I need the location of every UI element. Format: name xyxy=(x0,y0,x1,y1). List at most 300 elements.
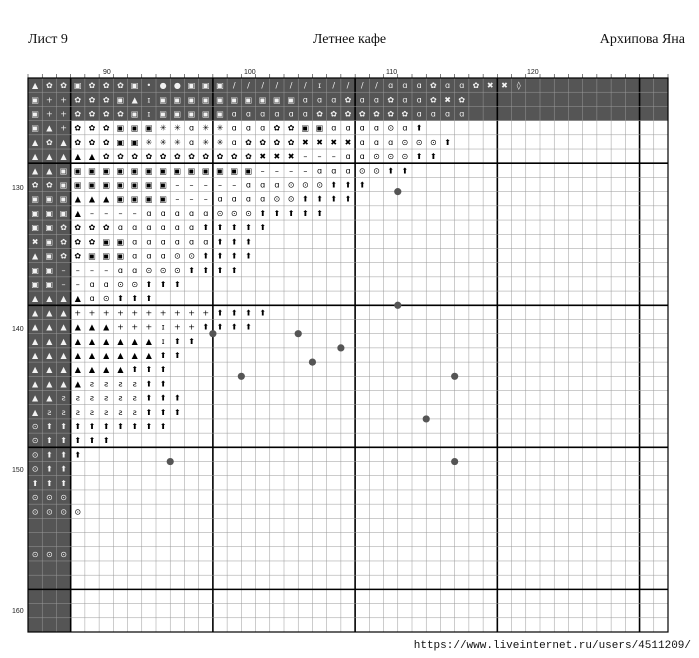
pattern-symbol: ɑ xyxy=(402,81,408,91)
pattern-symbol: ɑ xyxy=(160,251,166,261)
pattern-symbol: ▣ xyxy=(102,237,111,247)
pattern-symbol: ɑ xyxy=(189,123,195,133)
pattern-symbol: ✿ xyxy=(31,180,39,190)
pattern-symbol: ⬆ xyxy=(330,194,338,204)
pattern-symbol: ⊙ xyxy=(287,180,295,190)
pattern-symbol: ✿ xyxy=(88,137,96,147)
pattern-symbol: ƨ xyxy=(47,407,52,417)
pattern-symbol: ɑ xyxy=(117,265,123,275)
pattern-symbol: + xyxy=(173,322,181,332)
pattern-symbol: ✖ xyxy=(273,152,281,162)
pattern-symbol: ɑ xyxy=(132,237,138,247)
pattern-symbol: ✿ xyxy=(74,95,82,105)
pattern-symbol: ɑ xyxy=(146,237,152,247)
pattern-symbol: ⬆ xyxy=(159,393,167,403)
pattern-symbol: ⊙ xyxy=(31,493,39,503)
pattern-symbol: ▲ xyxy=(32,365,39,375)
pattern-symbol: ▲ xyxy=(88,365,96,375)
pattern-symbol: ɑ xyxy=(146,251,152,261)
pattern-symbol: ▲ xyxy=(32,152,39,162)
pattern-symbol: ▲ xyxy=(74,194,81,204)
pattern-symbol: – xyxy=(90,208,94,218)
pattern-symbol: ▲ xyxy=(46,379,53,389)
pattern-symbol: ⬆ xyxy=(74,450,82,460)
pattern-symbol: ⬆ xyxy=(173,279,181,289)
pattern-symbol: ✿ xyxy=(117,109,124,119)
pattern-symbol: ⬆ xyxy=(159,351,167,360)
pattern-symbol: + xyxy=(88,308,96,318)
pattern-symbol: ⬆ xyxy=(173,407,181,417)
pattern-symbol: + xyxy=(131,322,139,332)
pattern-symbol: – xyxy=(118,208,123,218)
pattern-symbol: ▲ xyxy=(131,336,138,346)
pattern-symbol: ▣ xyxy=(173,95,182,105)
pattern-symbol: ▲ xyxy=(88,351,96,360)
pattern-symbol: ▣ xyxy=(31,208,39,218)
pattern-symbol: + xyxy=(102,308,110,318)
pattern-symbol: ɑ xyxy=(388,137,394,147)
pattern-symbol: ▲ xyxy=(103,322,110,332)
pattern-symbol: ▣ xyxy=(73,81,82,91)
pattern-symbol: ▲ xyxy=(46,123,53,133)
pattern-symbol: ✿ xyxy=(373,109,380,119)
pattern-symbol: ⊙ xyxy=(31,464,39,474)
pattern-symbol: ɑ xyxy=(189,237,195,247)
pattern-symbol: ▲ xyxy=(103,194,110,204)
pattern-symbol: – xyxy=(203,180,208,190)
pattern-symbol: ⊙ xyxy=(45,493,53,503)
pattern-symbol: ɑ xyxy=(388,81,394,91)
pattern-symbol: ▣ xyxy=(315,123,324,133)
pattern-symbol: ▣ xyxy=(130,180,139,190)
pattern-symbol: ƨ xyxy=(104,407,109,417)
pattern-symbol: + xyxy=(131,308,139,318)
pattern-symbol: ⬆ xyxy=(188,336,195,346)
pattern-symbol: ɑ xyxy=(317,95,323,105)
pattern-symbol: ɪ xyxy=(161,322,165,332)
pattern-symbol: ▲ xyxy=(103,336,110,346)
pattern-symbol: ✿ xyxy=(88,81,96,91)
pattern-symbol: ▲ xyxy=(88,336,96,346)
pattern-symbol: + xyxy=(188,308,195,318)
pattern-symbol: ▣ xyxy=(216,166,224,176)
pattern-symbol: ▲ xyxy=(46,336,53,346)
pattern-symbol: + xyxy=(60,109,67,119)
pattern-symbol: ⬆ xyxy=(245,322,252,332)
pattern-symbol: ɑ xyxy=(345,123,351,133)
pattern-symbol: ⊙ xyxy=(373,152,380,162)
pattern-symbol: ƨ xyxy=(89,407,95,417)
pattern-symbol: ▣ xyxy=(216,109,224,119)
pattern-symbol: ✿ xyxy=(45,81,53,91)
pattern-symbol: ⊙ xyxy=(373,166,380,176)
pattern-symbol: ✖ xyxy=(444,95,451,105)
pattern-symbol: ▲ xyxy=(74,379,81,389)
pattern-symbol: ƨ xyxy=(89,393,95,403)
pattern-symbol: ɑ xyxy=(189,223,195,233)
pattern-symbol: ✖ xyxy=(344,137,352,147)
pattern-symbol: ▣ xyxy=(273,95,281,105)
pattern-symbol: ⊙ xyxy=(74,507,82,517)
french-knot-dot xyxy=(295,330,302,337)
pattern-symbol: ✿ xyxy=(287,137,295,147)
pattern-symbol: ⬆ xyxy=(387,166,395,176)
pattern-symbol: ▣ xyxy=(45,237,54,247)
pattern-symbol: ▣ xyxy=(145,194,153,204)
pattern-symbol: ɑ xyxy=(359,123,365,133)
pattern-symbol: ⬆ xyxy=(216,223,224,233)
pattern-symbol: ⬆ xyxy=(301,194,309,204)
pattern-symbol: ▲ xyxy=(60,379,67,389)
pattern-symbol: ⊙ xyxy=(401,137,409,147)
pattern-symbol: ▲ xyxy=(46,294,53,304)
pattern-symbol: / xyxy=(375,81,378,91)
pattern-symbol: ✖ xyxy=(316,137,323,147)
pattern-symbol: ▲ xyxy=(60,351,67,360)
pattern-symbol: ✿ xyxy=(74,123,82,133)
pattern-symbol: ⊙ xyxy=(31,507,39,517)
pattern-symbol: – xyxy=(75,279,80,289)
pattern-symbol: ⊙ xyxy=(145,265,153,275)
pattern-symbol: ✿ xyxy=(74,237,82,247)
pattern-symbol: – xyxy=(61,279,66,289)
pattern-symbol: ✿ xyxy=(45,180,53,190)
pattern-symbol: ɑ xyxy=(373,95,379,105)
pattern-symbol: ▣ xyxy=(116,237,125,247)
pattern-symbol: ɑ xyxy=(189,208,195,218)
pattern-symbol: ✿ xyxy=(273,123,281,133)
pattern-symbol: ɑ xyxy=(160,237,166,247)
pattern-symbol: ▣ xyxy=(130,109,139,119)
pattern-symbol: ✳ xyxy=(202,123,210,133)
pattern-symbol: – xyxy=(75,265,80,275)
pattern-symbol: ⬆ xyxy=(131,294,139,304)
pattern-symbol: ⬆ xyxy=(45,422,53,432)
pattern-symbol: ⊙ xyxy=(401,152,409,162)
pattern-symbol: ɑ xyxy=(132,265,138,275)
pattern-symbol: ✿ xyxy=(316,109,323,119)
pattern-symbol: ⬆ xyxy=(330,180,338,190)
pattern-symbol: / xyxy=(303,81,307,91)
pattern-symbol: ɑ xyxy=(402,95,408,105)
pattern-symbol: ⬆ xyxy=(230,322,238,332)
pattern-symbol: ɑ xyxy=(231,137,237,147)
pattern-symbol: / xyxy=(261,81,265,91)
pattern-symbol: ✿ xyxy=(102,95,110,105)
pattern-symbol: ɪ xyxy=(161,336,165,346)
pattern-symbol: ▣ xyxy=(45,223,54,233)
pattern-symbol: ⊙ xyxy=(31,422,39,432)
pattern-symbol: ▣ xyxy=(45,265,54,275)
pattern-symbol: ⬆ xyxy=(145,365,153,375)
pattern-symbol: ɑ xyxy=(317,166,323,176)
pattern-symbol: ✿ xyxy=(88,123,96,133)
pattern-symbol: ⊙ xyxy=(358,166,366,176)
pattern-symbol: ▣ xyxy=(187,81,196,91)
pattern-symbol: ɑ xyxy=(373,137,379,147)
pattern-symbol: + xyxy=(145,308,153,318)
pattern-symbol: ƨ xyxy=(104,393,109,403)
pattern-symbol: ▲ xyxy=(46,152,53,162)
pattern-symbol: ▲ xyxy=(117,336,124,346)
pattern-symbol: ɑ xyxy=(345,152,351,162)
author-name: Архипова Яна xyxy=(599,32,685,47)
pattern-symbol: ▣ xyxy=(145,180,153,190)
pattern-symbol: ⬆ xyxy=(145,294,153,304)
french-knot-dot xyxy=(394,302,401,309)
pattern-symbol: ✿ xyxy=(216,152,224,162)
pattern-symbol: – xyxy=(289,166,294,176)
pattern-symbol: ▣ xyxy=(173,109,182,119)
pattern-symbol: ● xyxy=(159,81,167,91)
pattern-symbol: ▲ xyxy=(60,137,67,147)
pattern-symbol: – xyxy=(331,152,336,162)
pattern-symbol: ⊙ xyxy=(60,549,67,559)
pattern-symbol: ⊙ xyxy=(287,194,295,204)
pattern-symbol: ⬆ xyxy=(145,379,153,389)
pattern-symbol: ▣ xyxy=(102,251,111,261)
pattern-symbol: ▣ xyxy=(45,251,54,261)
pattern-symbol: ▣ xyxy=(45,208,54,218)
pattern-symbol: + xyxy=(60,95,67,105)
pattern-symbol: ▲ xyxy=(32,351,39,360)
pattern-symbol: ɑ xyxy=(103,279,109,289)
pattern-symbol: ⊙ xyxy=(45,507,53,517)
pattern-symbol: ɑ xyxy=(231,194,237,204)
pattern-symbol: ⬆ xyxy=(344,180,352,190)
page-title: Летнее кафе xyxy=(312,32,387,47)
pattern-symbol: ▣ xyxy=(73,180,82,190)
pattern-symbol: – xyxy=(104,208,109,218)
pattern-symbol: ✿ xyxy=(88,109,96,119)
pattern-symbol: ⬆ xyxy=(131,365,139,375)
pattern-symbol: ⊙ xyxy=(245,208,252,218)
pattern-symbol: ƨ xyxy=(132,393,137,403)
french-knot-dot xyxy=(394,188,401,195)
pattern-symbol: ▣ xyxy=(145,123,153,133)
pattern-symbol: ✿ xyxy=(330,109,338,119)
pattern-symbol: ⬆ xyxy=(60,422,67,432)
pattern-symbol: ⊙ xyxy=(31,549,39,559)
pattern-symbol: ▲ xyxy=(46,308,53,318)
pattern-symbol: ⬆ xyxy=(444,137,451,147)
pattern-symbol: ✿ xyxy=(245,137,252,147)
pattern-symbol: ƨ xyxy=(104,379,109,389)
pattern-symbol: ✳ xyxy=(216,123,224,133)
french-knot-dot xyxy=(423,415,430,422)
col-label-110: 110 xyxy=(386,69,398,76)
pattern-symbol: ▣ xyxy=(45,194,54,204)
pattern-symbol: ▲ xyxy=(60,308,67,318)
pattern-symbol: ⬆ xyxy=(216,265,224,275)
pattern-symbol: – xyxy=(317,152,322,162)
pattern-symbol: ⬆ xyxy=(60,464,67,474)
pattern-symbol: ɑ xyxy=(146,208,152,218)
pattern-symbol: ✿ xyxy=(344,95,352,105)
pattern-symbol: ⬆ xyxy=(188,265,195,275)
pattern-symbol: ▲ xyxy=(32,393,39,403)
pattern-symbol: ▣ xyxy=(258,95,267,105)
pattern-symbol: ⬆ xyxy=(230,308,238,318)
pattern-symbol: ▣ xyxy=(31,279,39,289)
pattern-symbol: ƨ xyxy=(75,393,80,403)
pattern-symbol: + xyxy=(117,322,124,332)
pattern-symbol: ⬆ xyxy=(117,422,124,432)
pattern-symbol: ɑ xyxy=(146,223,152,233)
pattern-symbol: ▣ xyxy=(31,223,39,233)
pattern-symbol: ɑ xyxy=(459,109,465,119)
pattern-symbol: ▣ xyxy=(59,166,68,176)
pattern-symbol: ɑ xyxy=(345,166,351,176)
row-label-130: 130 xyxy=(12,185,24,192)
pattern-symbol: ɑ xyxy=(402,123,408,133)
pattern-symbol: ⬆ xyxy=(159,379,167,389)
col-label-100: 100 xyxy=(244,69,256,76)
pattern-symbol: ✿ xyxy=(230,152,238,162)
pattern-symbol: ▣ xyxy=(187,166,196,176)
pattern-symbol: ▲ xyxy=(46,393,53,403)
pattern-symbol: / xyxy=(332,81,336,91)
pattern-symbol: ⊙ xyxy=(301,180,309,190)
pattern-symbol: ɑ xyxy=(288,109,294,119)
pattern-symbol: ɑ xyxy=(274,180,280,190)
pattern-symbol: ɑ xyxy=(132,251,138,261)
pattern-symbol: ɑ xyxy=(117,223,123,233)
french-knot-dot xyxy=(309,359,316,366)
pattern-symbol: ɑ xyxy=(89,294,95,304)
pattern-symbol: – xyxy=(175,194,180,204)
pattern-symbol: ⬆ xyxy=(415,123,423,133)
pattern-symbol: ✿ xyxy=(117,152,124,162)
pattern-symbol: ɑ xyxy=(174,237,180,247)
pattern-symbol: ✿ xyxy=(60,81,67,91)
pattern-symbol: ✿ xyxy=(344,109,352,119)
pattern-symbol: ⬆ xyxy=(60,478,67,488)
pattern-symbol: ✿ xyxy=(429,81,437,91)
pattern-symbol: ▲ xyxy=(74,152,81,162)
pattern-symbol: ɑ xyxy=(430,109,436,119)
pattern-symbol: ✿ xyxy=(60,223,67,233)
pattern-symbol: ⬆ xyxy=(202,322,210,332)
pattern-symbol: ✖ xyxy=(259,152,267,162)
pattern-symbol: ▲ xyxy=(60,336,67,346)
pattern-symbol: ɑ xyxy=(260,194,266,204)
pattern-symbol: ⬆ xyxy=(245,308,252,318)
pattern-symbol: ɑ xyxy=(302,109,308,119)
french-knot-dot xyxy=(167,458,174,465)
pattern-symbol: – xyxy=(218,180,222,190)
pattern-symbol: ⬆ xyxy=(230,251,238,261)
pattern-symbol: ✿ xyxy=(188,152,195,162)
pattern-symbol: ⬆ xyxy=(173,336,181,346)
pattern-symbol: ▣ xyxy=(159,95,167,105)
pattern-symbol: – xyxy=(90,265,94,275)
pattern-symbol: ✿ xyxy=(472,81,480,91)
pattern-symbol: / xyxy=(346,81,350,91)
pattern-symbol: ✿ xyxy=(102,223,110,233)
pattern-symbol: ▲ xyxy=(46,351,53,360)
pattern-symbol: ⬆ xyxy=(145,393,153,403)
pattern-symbol: – xyxy=(175,180,180,190)
pattern-symbol: ⬆ xyxy=(173,351,181,360)
pattern-symbol: ɑ xyxy=(331,95,337,105)
pattern-symbol: ▣ xyxy=(88,166,96,176)
pattern-symbol: ● xyxy=(173,81,181,91)
pattern-symbol: ⊙ xyxy=(60,507,67,517)
pattern-symbol: ⬆ xyxy=(88,436,96,446)
pattern-symbol: ▲ xyxy=(32,81,39,91)
pattern-symbol: ⬆ xyxy=(216,251,224,261)
row-label-150: 150 xyxy=(12,467,24,474)
pattern-symbol: ▣ xyxy=(45,279,54,289)
pattern-symbol: ⬆ xyxy=(60,436,67,446)
pattern-symbol: ⬆ xyxy=(245,223,252,233)
pattern-symbol: ⬆ xyxy=(74,436,82,446)
pattern-symbol: ⬆ xyxy=(102,422,110,432)
pattern-symbol: ▣ xyxy=(59,180,68,190)
pattern-symbol: ▲ xyxy=(46,166,53,176)
pattern-symbol: + xyxy=(74,308,82,318)
pattern-symbol: ✿ xyxy=(429,95,437,105)
pattern-symbol: ⬆ xyxy=(216,237,224,247)
pattern-symbol: ▣ xyxy=(216,81,224,91)
pattern-symbol: ɑ xyxy=(359,95,365,105)
pattern-symbol: ▣ xyxy=(116,180,125,190)
pattern-symbol: + xyxy=(45,109,53,119)
pattern-symbol: ⬆ xyxy=(230,223,238,233)
pattern-symbol: ▣ xyxy=(159,109,167,119)
pattern-symbol: ɑ xyxy=(260,180,266,190)
pattern-symbol: ✖ xyxy=(330,137,338,147)
pattern-symbol: ▣ xyxy=(216,95,224,105)
pattern-symbol: ɑ xyxy=(245,109,251,119)
pattern-symbol: ▣ xyxy=(116,137,125,147)
pattern-symbol: ▣ xyxy=(230,166,239,176)
pattern-symbol: ɑ xyxy=(245,194,251,204)
pattern-symbol: ⬆ xyxy=(88,422,96,432)
pattern-symbol: ⬆ xyxy=(159,279,167,289)
pattern-symbol: ✿ xyxy=(202,152,210,162)
pattern-symbol: ⬆ xyxy=(159,422,167,432)
pattern-symbol: – xyxy=(232,180,237,190)
pattern-symbol: ▲ xyxy=(117,351,124,360)
pattern-symbol: ɑ xyxy=(231,109,237,119)
pattern-symbol: ⬆ xyxy=(259,223,267,233)
pattern-symbol: ⊙ xyxy=(117,279,124,289)
pattern-symbol: ▣ xyxy=(201,166,210,176)
pattern-symbol: ▲ xyxy=(145,336,152,346)
pattern-symbol: ▣ xyxy=(31,95,39,105)
pattern-symbol: ▲ xyxy=(88,322,96,332)
pattern-symbol: ✿ xyxy=(145,152,153,162)
pattern-symbol: ✿ xyxy=(88,237,96,247)
pattern-symbol: ƨ xyxy=(132,407,137,417)
pattern-symbol: ✿ xyxy=(74,251,82,261)
pattern-symbol: ✖ xyxy=(501,81,508,91)
pattern-symbol: + xyxy=(173,308,181,318)
pattern-symbol: ɑ xyxy=(260,109,266,119)
pattern-symbol: ⊙ xyxy=(273,194,281,204)
pattern-symbol: ▣ xyxy=(31,265,39,275)
pattern-symbol: ⊙ xyxy=(159,265,167,275)
pattern-symbol: ɑ xyxy=(189,137,195,147)
pattern-symbol: ɑ xyxy=(174,208,180,218)
pattern-symbol: ✖ xyxy=(287,152,295,162)
pattern-symbol: ✳ xyxy=(202,137,210,147)
pattern-symbol: ▣ xyxy=(159,194,167,204)
pattern-symbol: ✿ xyxy=(273,137,281,147)
pattern-symbol: ✿ xyxy=(102,81,110,91)
